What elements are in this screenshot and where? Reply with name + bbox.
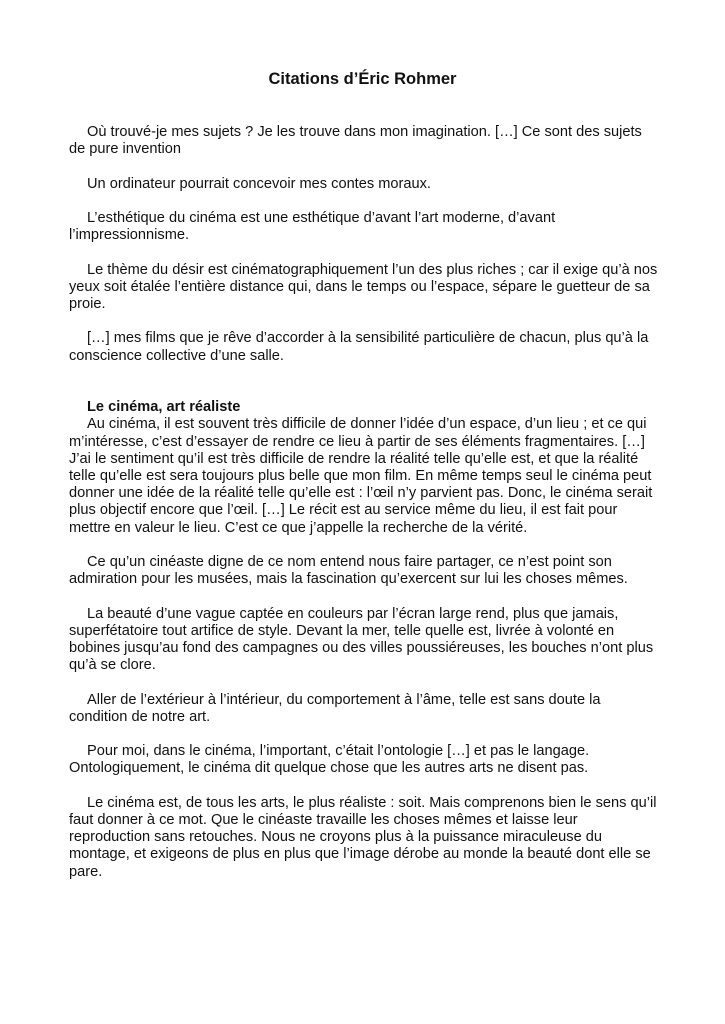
quote-paragraph: Un ordinateur pourrait concevoir mes contes moraux. — [87, 175, 431, 192]
section-paragraph: Ce qu’un cinéaste digne de ce nom entend nous faire partager, ce n’est point son admiration pour les musées, mais la fascination qu’exercent sur lui les choses mêmes. — [69, 553, 628, 588]
section-paragraph: La beauté d’une vague captée en couleurs par l’écran large rend, plus que jamais, superfétatoire tout artifice de style. Devant la mer, telle quelle est, livrée à volonté en bobines jusqu’au fond des campagnes ou des villes poussiéreuses, les bouches n’ont plus qu’à se clore. — [69, 605, 654, 674]
quote-paragraph: L’esthétique du cinéma est une esthétique d’avant l’art moderne, d’avant l’impressionnisme. — [69, 209, 556, 244]
quote-paragraph: Où trouvé-je mes sujets ? Je les trouve dans mon imagination. […] Ce sont des sujets de pure invention — [69, 124, 642, 158]
section-paragraph: Pour moi, dans le cinéma, l’important, c’était l’ontologie […] et pas le langage. Ontologiquement, le cinéma dit quelque chose que les autres arts ne disent pas. — [69, 743, 590, 777]
document-body — [69, 124, 659, 881]
section-paragraph: Le cinéma est, de tous les arts, le plus réaliste : soit. Mais comprenons bien le sens qu’il faut donner à ce mot. Que le cinéaste travaille les choses mêmes et laisse leur reproduction sans retouches. Nous ne croyons plus à la puissance miraculeuse du montage, et exigeons de plus en plus que l’image dérobe au monde la beauté dont elle se pare. — [69, 794, 657, 880]
document-title: Citations d’Éric Rohmer — [268, 70, 457, 88]
quote-paragraph: Le thème du désir est cinématographiquement l’un des plus riches ; car il exige qu’à nos yeux soit étalée l’entière distance qui, dans le temps ou l’espace, sépare le guetteur de sa proie. — [69, 261, 658, 312]
section-heading: Le cinéma, art réaliste — [87, 399, 241, 416]
section-paragraph: Aller de l’extérieur à l’intérieur, du comportement à l’âme, telle est sans doute la condition de notre art. — [69, 691, 601, 725]
section-paragraph: Au cinéma, il est souvent très difficile de donner l’idée d’un espace, d’un lieu ; et ce qui m’intéresse, c’est d’essayer de rendre ce lieu à partir de ses éléments fragmentaires. […] J’ai le sentiment qu’il est très difficile de rendre la réalité telle qu’elle est, et que la réalité telle qu’elle est sera toujours plus belle que mon film. En même temps seul le cinéma peut donner une idée de la réalité telle qu’elle est : l’œil n’y parvient pas. Donc, le cinéma serait plus objectif encore que l’œil. […] Le récit est au service même du lieu, il est fait pour mettre en valeur le lieu. C’est ce que j’appelle la recherche de la vérité. — [69, 416, 653, 536]
quote-paragraph: […] mes films que je rêve d’accorder à la sensibilité particulière de chacun, plus qu’à la conscience collective d’une salle. — [69, 330, 649, 364]
